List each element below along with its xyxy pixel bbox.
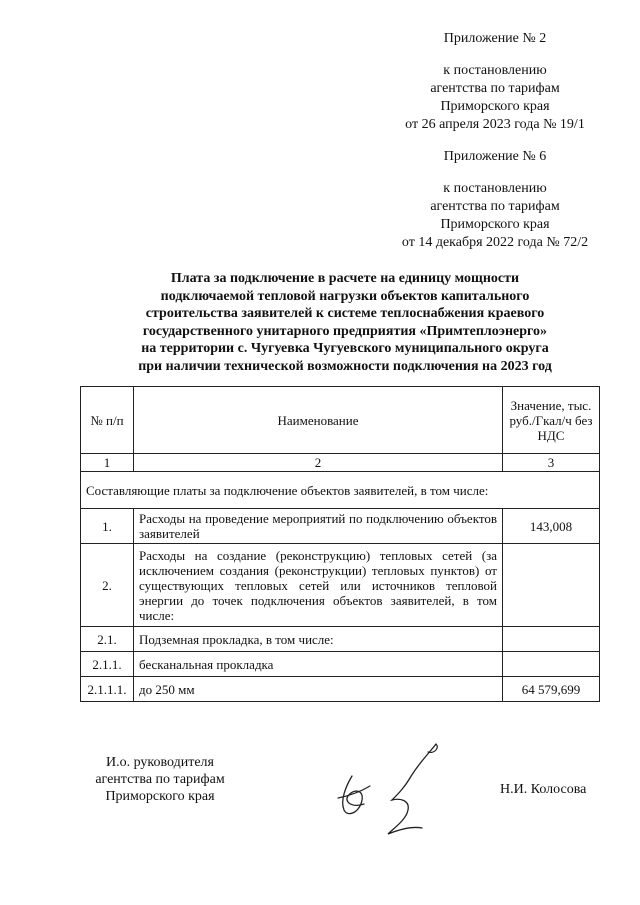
heading-line: при наличии технической возможности подключения на 2023 год (138, 358, 552, 374)
table-row (81, 509, 600, 544)
heading-line: Плата за подключение в расчете на единицу мощности (170, 271, 520, 286)
row-num: 2.1.1. (81, 652, 134, 677)
signatory-name: Н.И. Колосова (500, 782, 587, 797)
row-name: Расходы на создание (реконструкцию) тепловых сетей (за исключением создания (реконструкции) тепловых пунктов) от существующих тепловых сетей или источников тепловой энергии до точек подключения объектов заявителей, в том числе: (134, 544, 503, 627)
tariff-table (80, 386, 600, 702)
appendix-current-line: к постановлению (443, 63, 547, 78)
row-num: 2. (81, 544, 134, 627)
column-number: 3 (503, 454, 600, 472)
heading-line: государственного унитарного предприятия «Примтеплоэнерго» (142, 323, 548, 339)
appendix-current-title: Приложение № 2 (443, 31, 547, 46)
row-num: 2.1. (81, 627, 134, 652)
header-num: № п/п (81, 387, 134, 454)
heading-line: на территории с. Чугуевка Чугуевского муниципального округа (141, 341, 549, 356)
header-name: Наименование (134, 387, 503, 454)
handwritten-signature (318, 738, 448, 838)
appendix-original-line: от 14 декабря 2022 года № 72/2 (401, 235, 589, 250)
appendix-original-block (380, 148, 610, 252)
appendix-original-line: к постановлению (443, 181, 547, 196)
document-heading (80, 270, 610, 375)
signatory-position (80, 754, 240, 805)
appendix-current-line: Приморского края (440, 99, 550, 114)
row-value (503, 544, 600, 627)
row-name: Расходы на проведение мероприятий по подключению объектов заявителей (134, 509, 503, 544)
heading-line: строительства заявителей к системе теплоснабжения краевого (145, 306, 545, 321)
table-row (81, 627, 600, 652)
appendix-current-line: от 26 апреля 2023 года № 19/1 (405, 117, 585, 132)
appendix-original-line: Приморского края (440, 217, 550, 232)
row-value (503, 652, 600, 677)
column-number: 2 (134, 454, 503, 472)
column-number-row (81, 454, 600, 472)
row-num: 1. (81, 509, 134, 544)
table-row (81, 677, 600, 702)
table-row (81, 652, 600, 677)
table-row (81, 544, 600, 627)
signatory-position-line: Приморского края (105, 789, 215, 804)
appendix-original-title: Приложение № 6 (443, 149, 547, 164)
row-name: бесканальная прокладка (134, 652, 503, 677)
section-title: Составляющие платы за подключение объектов заявителей, в том числе: (81, 472, 600, 509)
appendix-original-line: агентства по тарифам (430, 199, 560, 214)
appendix-current-block (380, 30, 610, 134)
row-name: до 250 мм (134, 677, 503, 702)
table-header-row (81, 387, 600, 454)
header-value: Значение, тыс. руб./Гкал/ч без НДС (503, 387, 600, 454)
signatory-position-line: агентства по тарифам (95, 772, 225, 787)
appendix-current-line: агентства по тарифам (430, 81, 560, 96)
row-num: 2.1.1.1. (81, 677, 134, 702)
section-row (81, 472, 600, 509)
row-name: Подземная прокладка, в том числе: (134, 627, 503, 652)
row-value: 64 579,699 (503, 677, 600, 702)
heading-line: подключаемой тепловой нагрузки объектов капитального (160, 288, 530, 304)
column-number: 1 (81, 454, 134, 472)
row-value (503, 627, 600, 652)
signatory-position-line: И.о. руководителя (105, 755, 214, 770)
row-value: 143,008 (503, 509, 600, 544)
